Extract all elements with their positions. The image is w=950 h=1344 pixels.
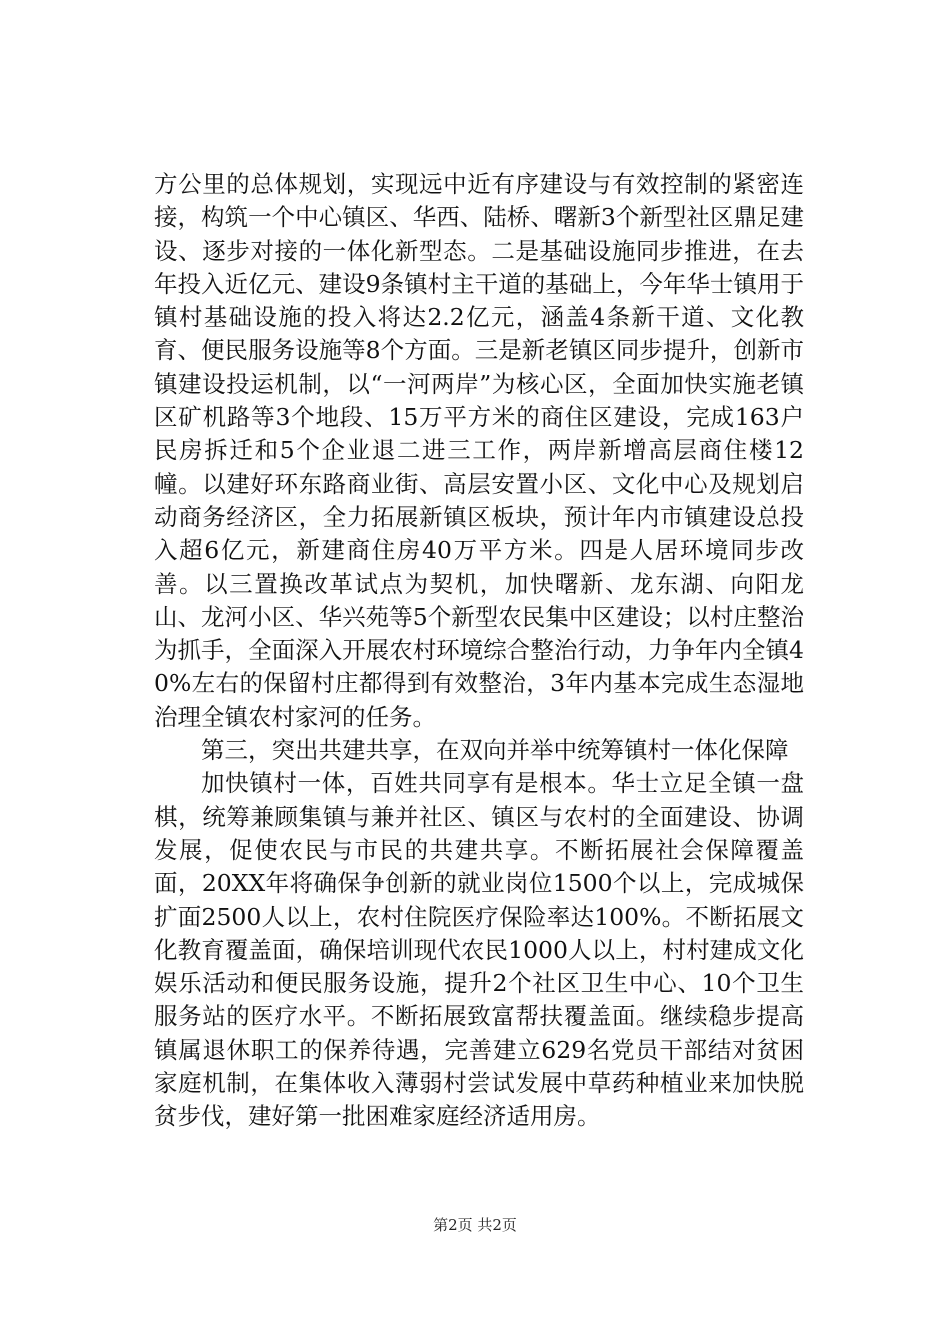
body-paragraph: 加快镇村一体，百姓共同享有是根本。华士立足全镇一盘棋，统筹兼顾集镇与兼并社区、镇区与农村的全面建设、协调发展，促使农民与市民的共建共享。不断拓展社会保障覆盖面，20XX年将确保争创新的就业岗位1500个以上，完成城保扩面2500人以上，农村住院医疗保险率达100%。不断拓展文化教育覆盖面，确保培训现代农民1000人以上，村村建成文化娱乐活动和便民服务设施，提升2个社区卫生中心、10个卫生服务站的医疗水平。不断拓展致富帮扶覆盖面。继续稳步提高镇属退休职工的保养待遇，完善建立629名党员干部结对贫困家庭机制，在集体收入薄弱村尝试发展中草药种植业来加快脱贫步伐，建好第一批困难家庭经济适用房。 [154,769,804,1131]
document-body [154,168,804,1134]
section-heading: 第三，突出共建共享，在双向并举中统筹镇村一体化保障 [201,736,789,765]
page-footer [0,1215,950,1235]
body-paragraph: 方公里的总体规划，实现远中近有序建设与有效控制的紧密连接，构筑一个中心镇区、华西、陆桥、曙新3个新型社区鼎足建设、逐步对接的一体化新型态。二是基础设施同步推进，在去年投入近亿元、建设9条镇村主干道的基础上，今年华士镇用于镇村基础设施的投入将达2.2亿元，涵盖4条新干道、文化教育、便民服务设施等8个方面。三是新老镇区同步提升，创新市镇建设投运机制，以“一河两岸”为核心区，全面加快实施老镇区矿机路等3个地段、15万平方米的商住区建设，完成163户民房拆迁和5个企业退二进三工作，两岸新增高层商住楼12幢。以建好环东路商业街、高层安置小区、文化中心及规划启动商务经济区，全力拓展新镇区板块，预计年内市镇建设总投入超6亿元，新建商住房40万平方米。四是人居环境同步改善。以三置换改革试点为契机，加快曙新、龙东湖、向阳龙山、龙河小区、华兴苑等5个新型农民集中区建设；以村庄整治为抓手，全面深入开展农村环境综合整治行动，力争年内全镇40%左右的保留村庄都得到有效整治，3年内基本完成生态湿地治理全镇农村家河的任务。 [154,170,804,731]
page-number: 第2页 共2页 [433,1216,517,1234]
